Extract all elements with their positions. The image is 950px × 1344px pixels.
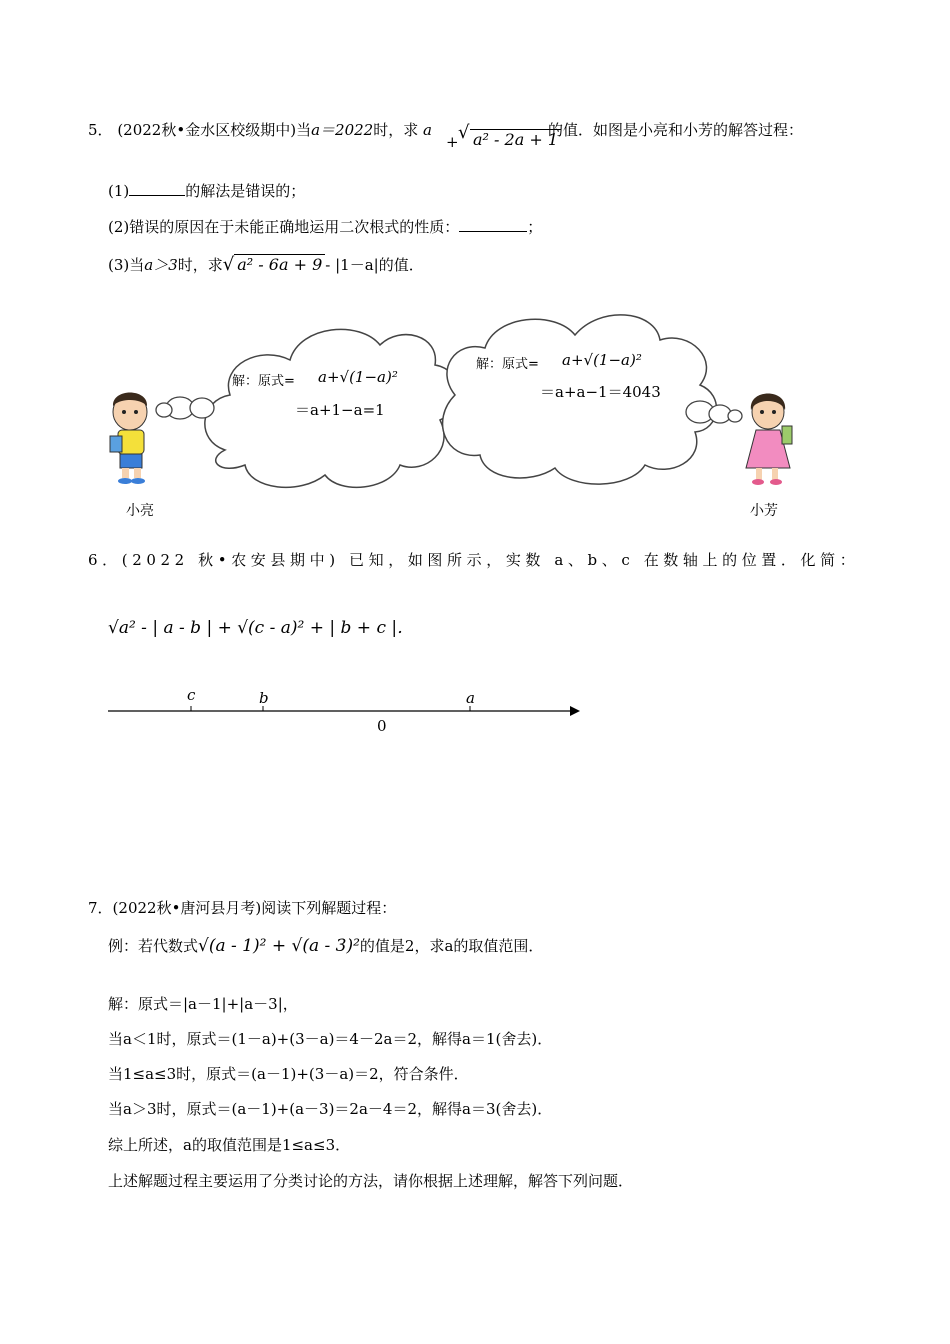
q5-expr-a: a [423,121,432,139]
q5-source: (2022秋•金水区校级期中) [117,121,297,139]
q6-text: (2022 秋•农安县期中) 已知，如图所示，实数 a、b、c 在数轴上的位置．化简： [121,551,860,569]
q5-a-value: a＝2022 [311,121,374,139]
q7-line-6: 上述解题过程主要运用了分类讨论的方法，请你根据上述理解，解答下列问题． [108,1172,634,1190]
girl-figure [746,394,792,486]
q7-example-expr: √(a - 1)² + √(a - 3)² [198,936,360,956]
label-b: b [259,689,269,707]
q5-sub3-mid: 时，求 [177,256,223,274]
q7-example-tail: 的值是2，求a的取值范围． [359,937,544,955]
q5-sub2-end: ； [527,218,543,236]
right-cloud-line2: ＝a+a−1＝4043 [540,383,661,401]
q5-sub1-blank[interactable] [129,195,185,196]
q5-stem [88,119,432,140]
left-bubble-3 [156,403,172,417]
q5-illustration [100,300,800,530]
q5-sub3-tail: - |1－a|的值． [325,256,424,274]
q7-example [108,935,543,956]
q7-line-5: 综上所述，a的取值范围是1≤a≤3． [108,1136,351,1154]
left-cloud-line2: ＝a+1−a=1 [295,401,385,419]
number-line [100,680,600,740]
name-xiaofang: 小芳 [750,503,778,519]
q5-sub1-prefix: (1) [108,182,130,200]
q7-line-2: 当a＜1时，原式＝(1－a)+(3－a)＝4－2a＝2，解得a＝1(舍去)． [108,1030,553,1048]
left-cloud-label: 解：原式= [232,374,295,389]
q5-sub1 [108,180,305,201]
q5-sub3-radicand: a² - 6a + 9 [234,254,325,274]
q5-sub3-cond: a＞3 [144,256,178,274]
q7-line-4: 当a＞3时，原式＝(a－1)+(a－3)＝2a－4＝2，解得a＝3(舍去)． [108,1100,553,1118]
q6-number: 6． [88,551,122,569]
label-origin: 0 [377,717,387,735]
q7-example-text: 例：若代数式 [108,937,199,955]
boy-figure [110,393,147,485]
q5-sub3-prefix: (3)当 [108,256,145,274]
right-bubble-3 [728,410,742,422]
q5-stem-c: 的值．如图是小亮和小芳的解答过程： [548,121,804,139]
q5-number: 5． [88,121,113,139]
name-xiaoliang: 小亮 [126,503,154,519]
q5-sub3 [108,254,424,275]
q5-sub1-suffix: 的解法是错误的； [185,182,306,200]
q6-expression: √a² - | a - b | + √(c - a)² + | b + c |． [108,618,415,638]
q5-plus: + [446,133,459,151]
q5-stem-b: 时，求 [373,121,419,139]
q6-stem [88,549,859,570]
label-c: c [187,686,196,704]
q7-number: 7． [88,899,113,917]
right-cloud-expr: a+√(1−a)² [562,351,642,369]
q7-line-1: 解：原式＝|a－1|+|a－3|， [108,995,298,1013]
left-bubble-2 [190,398,214,418]
q5-stem-a: 当 [296,121,312,139]
q5-sub3-radical-sign: √ [222,254,235,275]
q5-sub2-text: (2)错误的原因在于未能正确地运用二次根式的性质： [108,218,460,236]
label-a: a [466,689,475,707]
q5-sub2 [108,216,542,237]
right-cloud-label: 解：原式= [476,357,539,372]
q7-source: (2022秋•唐河县月考)阅读下列解题过程： [112,899,397,917]
q5-radical-sign: √ [458,122,470,143]
q7-line-3: 当1≤a≤3时，原式＝(a－1)+(3－a)＝2，符合条件． [108,1065,469,1083]
q5-radicand: a² - 2a + 1 [470,129,561,149]
q7-stem [88,897,396,918]
left-cloud-expr: a+√(1−a)² [318,368,398,386]
q5-sub2-blank[interactable] [459,231,527,232]
